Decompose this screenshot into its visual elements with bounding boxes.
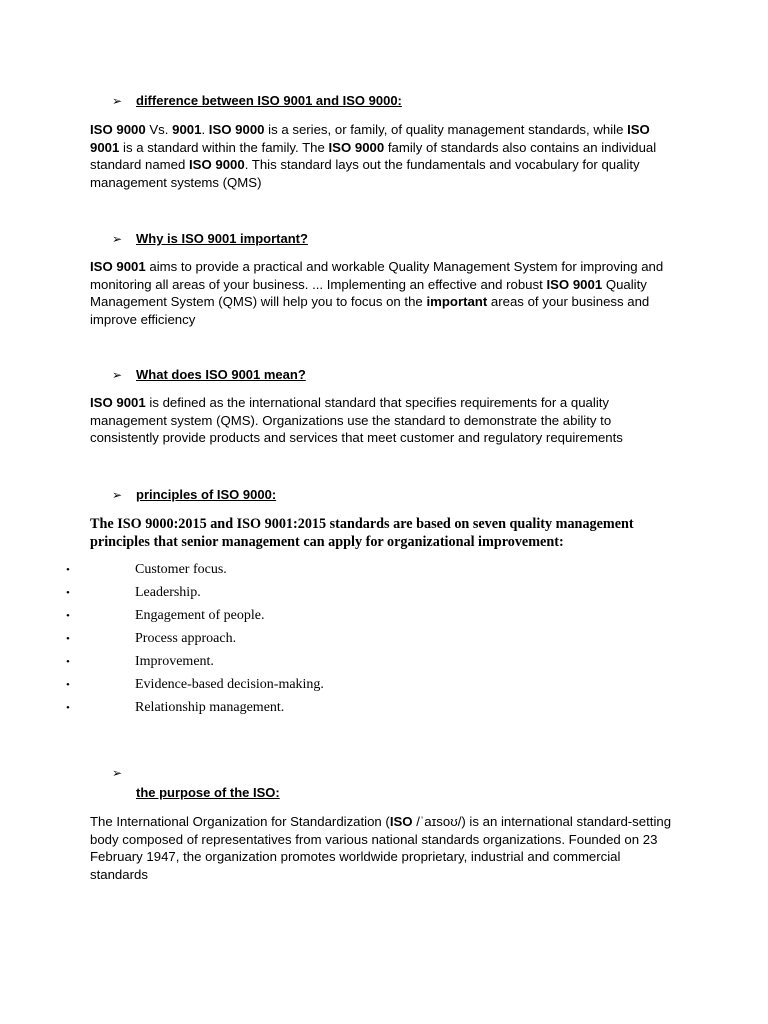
heading-text: What does ISO 9001 mean? [136,367,306,382]
paragraph-difference: ISO 9000 Vs. 9001. ISO 9000 is a series, or family, of quality management standards, while ISO 9001 is a standard within the family. The ISO 9000 family of standards also contains an individual standard named ISO 9000. This standard lays out the fundamentals and vocabulary for quality management systems (QMS) [90,122,657,190]
bold-term: ISO 9000 [208,122,265,137]
arrow-bullet-icon: ➢ [112,232,123,246]
bold-term: ISO 9001 [90,259,146,274]
arrow-bullet-icon: ➢ [112,368,123,382]
list-item-text: Evidence-based decision-making. [135,677,324,692]
arrow-bullet-icon: ➢ [112,94,123,108]
bullet-dot-icon: • [66,679,70,691]
paragraph-importance: ISO 9001 aims to provide a practical and workable Quality Management System for improving and monitoring all areas of your business. ... Implementing an effective and robust ISO 9001 Quality Management System (QMS) will help you to focus on the important areas of your business and improve efficiency [90,259,664,327]
bold-term: ISO 9001 [546,276,603,292]
list-item-text: Improvement. [135,654,214,669]
heading-text: principles of ISO 9000: [136,487,277,502]
bold-term: ISO 9000 [90,122,146,137]
bullet-dot-icon: • [66,587,70,599]
heading-text: difference between ISO 9001 and ISO 9000: [136,93,402,108]
bullet-dot-icon: • [66,564,70,576]
list-item-text: Relationship management. [135,700,285,715]
bullet-dot-icon: • [66,702,70,714]
section-heading-purpose: the purpose of the ISO: [136,785,280,800]
section-heading-principles [112,487,276,503]
section-heading-meaning [112,367,306,383]
bullet-dot-icon: • [66,610,70,622]
bold-term: ISO 9000 [188,157,245,172]
paragraph-meaning: ISO 9001 is defined as the international standard that specifies requirements for a quality management system (QMS). Organizations use the standard to demonstrate the ability to consistently provide products and services that meet customer and regulatory requirements [90,395,623,445]
heading-text: Why is ISO 9001 important? [136,231,308,246]
bold-term: ISO 9000 [328,139,385,155]
list-item-text: Customer focus. [135,562,227,577]
bold-term: important [426,294,488,309]
bullet-dot-icon: • [66,633,70,645]
list-item-text: Process approach. [135,631,237,646]
bold-term: ISO [389,814,413,829]
bold-term: 9001 [172,122,202,137]
list-item-text: Leadership. [135,585,201,600]
paragraph-purpose: The International Organization for Standardization (ISO /ˈaɪsoʊ/) is an international standard-setting body composed of representatives from various national standards organizations. Founded on 23 February 1947, the organization promotes worldwide proprietary, industrial and commercial standards [90,814,672,882]
list-item-text: Engagement of people. [135,608,265,623]
arrow-bullet-icon: ➢ [112,488,123,502]
bold-term: ISO 9001 [90,395,146,410]
bold-term: ISO 9001 [90,122,650,155]
bullet-dot-icon: • [66,656,70,668]
section-heading-importance [112,231,308,247]
arrow-bullet-icon: ➢ [112,766,123,780]
section-heading-difference [112,93,402,109]
principles-intro: The ISO 9000:2015 and ISO 9001:2015 standards are based on seven quality management principles that senior management can apply for organizational improvement: [90,516,634,550]
